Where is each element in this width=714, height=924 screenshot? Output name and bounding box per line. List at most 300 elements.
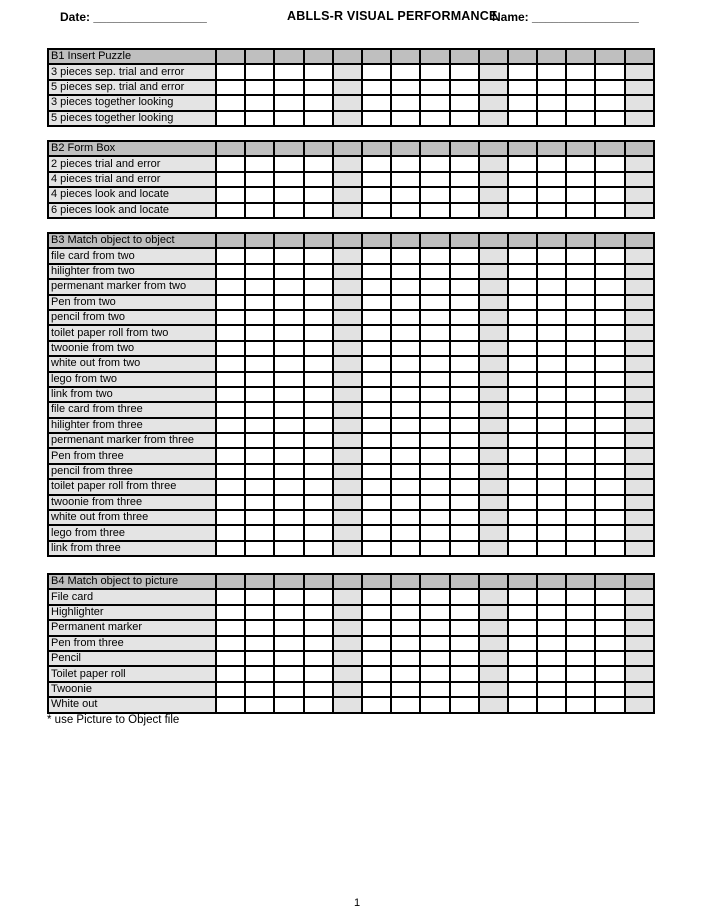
name-label: Name:	[492, 10, 529, 24]
grid-cell	[391, 697, 420, 712]
grid-cell	[274, 402, 303, 417]
grid-cell	[245, 295, 274, 310]
table-row	[48, 156, 654, 171]
grid-cell	[391, 95, 420, 110]
grid-cell	[595, 525, 624, 540]
grid-cell	[216, 589, 245, 604]
grid-cell	[479, 372, 508, 387]
grid-cell	[537, 111, 566, 126]
grid-cell	[450, 402, 479, 417]
grid-cell	[391, 525, 420, 540]
grid-cell	[625, 448, 654, 463]
grid-cell	[450, 433, 479, 448]
grid-cell	[391, 387, 420, 402]
grid-cell	[304, 697, 333, 712]
grid-cell	[333, 448, 362, 463]
grid-cell	[595, 589, 624, 604]
grid-cell	[216, 666, 245, 681]
grid-cell	[274, 636, 303, 651]
grid-cell	[216, 187, 245, 202]
table-row	[48, 325, 654, 340]
grid-cell	[537, 574, 566, 589]
grid-cell	[216, 464, 245, 479]
grid-cell	[566, 387, 595, 402]
grid-cell	[450, 589, 479, 604]
grid-cell	[625, 341, 654, 356]
grid-cell	[625, 372, 654, 387]
row-label: Permanent marker	[48, 620, 216, 635]
grid-cell	[625, 682, 654, 697]
grid-cell	[420, 203, 449, 218]
grid-cell	[333, 387, 362, 402]
grid-cell	[595, 310, 624, 325]
grid-cell	[216, 574, 245, 589]
table-row	[48, 264, 654, 279]
grid-cell	[537, 372, 566, 387]
grid-cell	[566, 372, 595, 387]
grid-cell	[595, 172, 624, 187]
grid-cell	[537, 233, 566, 248]
grid-cell	[304, 495, 333, 510]
grid-cell	[420, 248, 449, 263]
grid-cell	[625, 402, 654, 417]
grid-cell	[333, 479, 362, 494]
grid-cell	[537, 156, 566, 171]
grid-cell	[508, 697, 537, 712]
grid-cell	[362, 636, 391, 651]
grid-cell	[333, 464, 362, 479]
grid-cell	[391, 666, 420, 681]
grid-cell	[333, 605, 362, 620]
grid-cell	[304, 433, 333, 448]
table-title: B2 Form Box	[48, 141, 216, 156]
table-row	[48, 187, 654, 202]
table-row	[48, 295, 654, 310]
grid-cell	[508, 510, 537, 525]
grid-cell	[333, 233, 362, 248]
grid-cell	[566, 479, 595, 494]
grid-cell	[566, 636, 595, 651]
grid-cell	[508, 295, 537, 310]
grid-cell	[508, 264, 537, 279]
grid-cell	[274, 356, 303, 371]
grid-cell	[625, 279, 654, 294]
grid-cell	[245, 64, 274, 79]
grid-cell	[479, 325, 508, 340]
grid-cell	[362, 666, 391, 681]
table-row	[48, 651, 654, 666]
grid-cell	[304, 636, 333, 651]
grid-cell	[479, 495, 508, 510]
row-label: 3 pieces sep. trial and error	[48, 64, 216, 79]
grid-cell	[245, 233, 274, 248]
grid-cell	[333, 525, 362, 540]
grid-cell	[333, 418, 362, 433]
grid-cell	[479, 666, 508, 681]
grid-cell	[537, 418, 566, 433]
grid-cell	[391, 605, 420, 620]
grid-cell	[595, 295, 624, 310]
grid-cell	[274, 233, 303, 248]
grid-cell	[508, 325, 537, 340]
grid-cell	[508, 589, 537, 604]
grid-cell	[391, 495, 420, 510]
grid-cell	[537, 541, 566, 556]
grid-cell	[391, 172, 420, 187]
grid-cell	[595, 541, 624, 556]
grid-cell	[566, 697, 595, 712]
table-row	[48, 666, 654, 681]
grid-cell	[362, 156, 391, 171]
grid-cell	[625, 697, 654, 712]
grid-cell	[333, 111, 362, 126]
grid-cell	[274, 295, 303, 310]
grid-cell	[508, 387, 537, 402]
grid-cell	[216, 372, 245, 387]
row-label: lego from three	[48, 525, 216, 540]
grid-cell	[245, 574, 274, 589]
grid-cell	[304, 464, 333, 479]
grid-cell	[391, 49, 420, 64]
grid-cell	[595, 203, 624, 218]
table-title: B3 Match object to object	[48, 233, 216, 248]
grid-cell	[537, 279, 566, 294]
grid-cell	[508, 279, 537, 294]
grid-cell	[304, 279, 333, 294]
grid-cell	[566, 666, 595, 681]
grid-cell	[420, 325, 449, 340]
row-label: permenant marker from three	[48, 433, 216, 448]
grid-cell	[479, 49, 508, 64]
grid-cell	[216, 111, 245, 126]
grid-cell	[245, 203, 274, 218]
grid-cell	[274, 203, 303, 218]
grid-cell	[304, 682, 333, 697]
grid-cell	[362, 418, 391, 433]
grid-cell	[245, 464, 274, 479]
page-number: 1	[353, 897, 361, 909]
grid-cell	[391, 448, 420, 463]
grid-cell	[391, 248, 420, 263]
grid-cell	[391, 589, 420, 604]
grid-cell	[362, 187, 391, 202]
grid-cell	[595, 80, 624, 95]
table-row	[48, 341, 654, 356]
grid-cell	[304, 248, 333, 263]
grid-cell	[362, 203, 391, 218]
grid-cell	[304, 111, 333, 126]
grid-cell	[274, 589, 303, 604]
grid-cell	[245, 49, 274, 64]
grid-cell	[566, 418, 595, 433]
grid-cell	[216, 682, 245, 697]
grid-cell	[595, 464, 624, 479]
grid-cell	[479, 187, 508, 202]
grid-cell	[304, 203, 333, 218]
grid-cell	[245, 156, 274, 171]
table-row	[48, 525, 654, 540]
grid-cell	[508, 203, 537, 218]
grid-cell	[362, 541, 391, 556]
table-row	[48, 510, 654, 525]
table-row	[48, 589, 654, 604]
grid-cell	[450, 310, 479, 325]
grid-cell	[625, 479, 654, 494]
grid-cell	[595, 620, 624, 635]
grid-cell	[566, 541, 595, 556]
grid-cell	[420, 233, 449, 248]
grid-cell	[216, 605, 245, 620]
grid-cell	[274, 279, 303, 294]
row-label: pencil from three	[48, 464, 216, 479]
grid-cell	[508, 666, 537, 681]
grid-cell	[420, 95, 449, 110]
table-header-row	[48, 574, 654, 589]
grid-cell	[216, 49, 245, 64]
grid-cell	[450, 141, 479, 156]
grid-cell	[566, 574, 595, 589]
date-group	[60, 10, 207, 24]
grid-cell	[274, 172, 303, 187]
grid-cell	[450, 80, 479, 95]
grid-cell	[362, 295, 391, 310]
grid-cell	[304, 187, 333, 202]
grid-cell	[362, 651, 391, 666]
grid-cell	[304, 356, 333, 371]
grid-cell	[274, 49, 303, 64]
grid-cell	[595, 697, 624, 712]
table-row	[48, 682, 654, 697]
grid-cell	[566, 356, 595, 371]
grid-cell	[479, 356, 508, 371]
grid-cell	[216, 541, 245, 556]
grid-cell	[362, 697, 391, 712]
grid-cell	[508, 464, 537, 479]
grid-cell	[274, 651, 303, 666]
grid-cell	[333, 495, 362, 510]
table-row	[48, 372, 654, 387]
grid-cell	[391, 310, 420, 325]
grid-cell	[304, 541, 333, 556]
grid-cell	[304, 372, 333, 387]
grid-cell	[450, 325, 479, 340]
grid-cell	[245, 682, 274, 697]
grid-cell	[304, 574, 333, 589]
grid-cell	[625, 325, 654, 340]
row-label: 3 pieces together looking	[48, 95, 216, 110]
grid-cell	[333, 64, 362, 79]
grid-cell	[245, 187, 274, 202]
table-header-row	[48, 233, 654, 248]
grid-cell	[362, 264, 391, 279]
grid-cell	[595, 264, 624, 279]
grid-cell	[537, 620, 566, 635]
grid-cell	[595, 387, 624, 402]
grid-cell	[566, 495, 595, 510]
grid-cell	[450, 448, 479, 463]
grid-cell	[216, 310, 245, 325]
grid-cell	[333, 279, 362, 294]
grid-cell	[245, 356, 274, 371]
grid-cell	[216, 651, 245, 666]
grid-cell	[245, 448, 274, 463]
grid-cell	[274, 111, 303, 126]
grid-cell	[537, 495, 566, 510]
grid-cell	[625, 651, 654, 666]
grid-cell	[245, 589, 274, 604]
grid-cell	[362, 387, 391, 402]
grid-cell	[595, 233, 624, 248]
grid-cell	[216, 402, 245, 417]
grid-cell	[362, 310, 391, 325]
grid-cell	[333, 95, 362, 110]
grid-cell	[450, 356, 479, 371]
grid-cell	[391, 541, 420, 556]
grid-cell	[508, 620, 537, 635]
grid-cell	[420, 479, 449, 494]
grid-cell	[362, 433, 391, 448]
grid-cell	[595, 433, 624, 448]
grid-cell	[537, 310, 566, 325]
grid-cell	[566, 325, 595, 340]
grid-cell	[304, 64, 333, 79]
grid-cell	[333, 697, 362, 712]
grid-cell	[420, 80, 449, 95]
grid-cell	[274, 525, 303, 540]
grid-cell	[420, 387, 449, 402]
table-b1	[47, 48, 655, 127]
grid-cell	[508, 605, 537, 620]
grid-cell	[362, 448, 391, 463]
grid-cell	[333, 248, 362, 263]
grid-cell	[304, 479, 333, 494]
grid-cell	[566, 248, 595, 263]
grid-cell	[333, 295, 362, 310]
grid-cell	[274, 387, 303, 402]
grid-cell	[391, 636, 420, 651]
grid-cell	[566, 620, 595, 635]
grid-cell	[479, 310, 508, 325]
grid-cell	[304, 341, 333, 356]
table-row	[48, 464, 654, 479]
grid-cell	[216, 510, 245, 525]
grid-cell	[333, 80, 362, 95]
table-row	[48, 95, 654, 110]
grid-cell	[420, 682, 449, 697]
grid-cell	[508, 402, 537, 417]
grid-cell	[333, 433, 362, 448]
table-row	[48, 636, 654, 651]
table-b3	[47, 232, 655, 557]
table-b2	[47, 140, 655, 219]
grid-cell	[537, 387, 566, 402]
grid-cell	[420, 402, 449, 417]
grid-cell	[566, 187, 595, 202]
grid-cell	[595, 111, 624, 126]
grid-cell	[479, 620, 508, 635]
grid-cell	[566, 156, 595, 171]
grid-cell	[391, 356, 420, 371]
grid-cell	[420, 264, 449, 279]
grid-cell	[625, 589, 654, 604]
grid-cell	[508, 525, 537, 540]
grid-cell	[450, 64, 479, 79]
grid-cell	[245, 372, 274, 387]
grid-cell	[245, 418, 274, 433]
grid-cell	[391, 141, 420, 156]
grid-cell	[537, 264, 566, 279]
grid-cell	[333, 541, 362, 556]
grid-cell	[216, 233, 245, 248]
grid-cell	[245, 248, 274, 263]
grid-cell	[245, 264, 274, 279]
grid-cell	[508, 111, 537, 126]
grid-cell	[216, 64, 245, 79]
grid-cell	[566, 341, 595, 356]
grid-cell	[508, 574, 537, 589]
grid-cell	[450, 172, 479, 187]
grid-cell	[274, 310, 303, 325]
grid-cell	[391, 418, 420, 433]
grid-cell	[333, 620, 362, 635]
grid-cell	[274, 479, 303, 494]
grid-cell	[274, 448, 303, 463]
grid-cell	[304, 525, 333, 540]
row-label: lego from two	[48, 372, 216, 387]
grid-cell	[391, 620, 420, 635]
grid-cell	[304, 651, 333, 666]
grid-cell	[362, 233, 391, 248]
grid-cell	[362, 141, 391, 156]
grid-cell	[566, 80, 595, 95]
grid-cell	[450, 387, 479, 402]
grid-cell	[274, 666, 303, 681]
grid-cell	[216, 636, 245, 651]
grid-cell	[420, 574, 449, 589]
grid-cell	[420, 495, 449, 510]
grid-cell	[274, 141, 303, 156]
grid-cell	[274, 325, 303, 340]
grid-cell	[566, 49, 595, 64]
grid-cell	[625, 620, 654, 635]
grid-cell	[362, 510, 391, 525]
table-row	[48, 248, 654, 263]
grid-cell	[479, 111, 508, 126]
grid-cell	[333, 636, 362, 651]
grid-cell	[420, 341, 449, 356]
grid-cell	[595, 448, 624, 463]
grid-cell	[450, 233, 479, 248]
grid-cell	[625, 95, 654, 110]
grid-cell	[245, 636, 274, 651]
row-label: File card	[48, 589, 216, 604]
grid-cell	[508, 495, 537, 510]
row-label: 5 pieces together looking	[48, 111, 216, 126]
grid-cell	[391, 203, 420, 218]
grid-cell	[625, 310, 654, 325]
grid-cell	[216, 80, 245, 95]
grid-cell	[216, 418, 245, 433]
table-row	[48, 495, 654, 510]
grid-cell	[508, 95, 537, 110]
grid-cell	[333, 341, 362, 356]
grid-cell	[304, 80, 333, 95]
grid-cell	[274, 433, 303, 448]
grid-cell	[391, 264, 420, 279]
grid-cell	[508, 418, 537, 433]
grid-cell	[304, 448, 333, 463]
grid-cell	[450, 636, 479, 651]
